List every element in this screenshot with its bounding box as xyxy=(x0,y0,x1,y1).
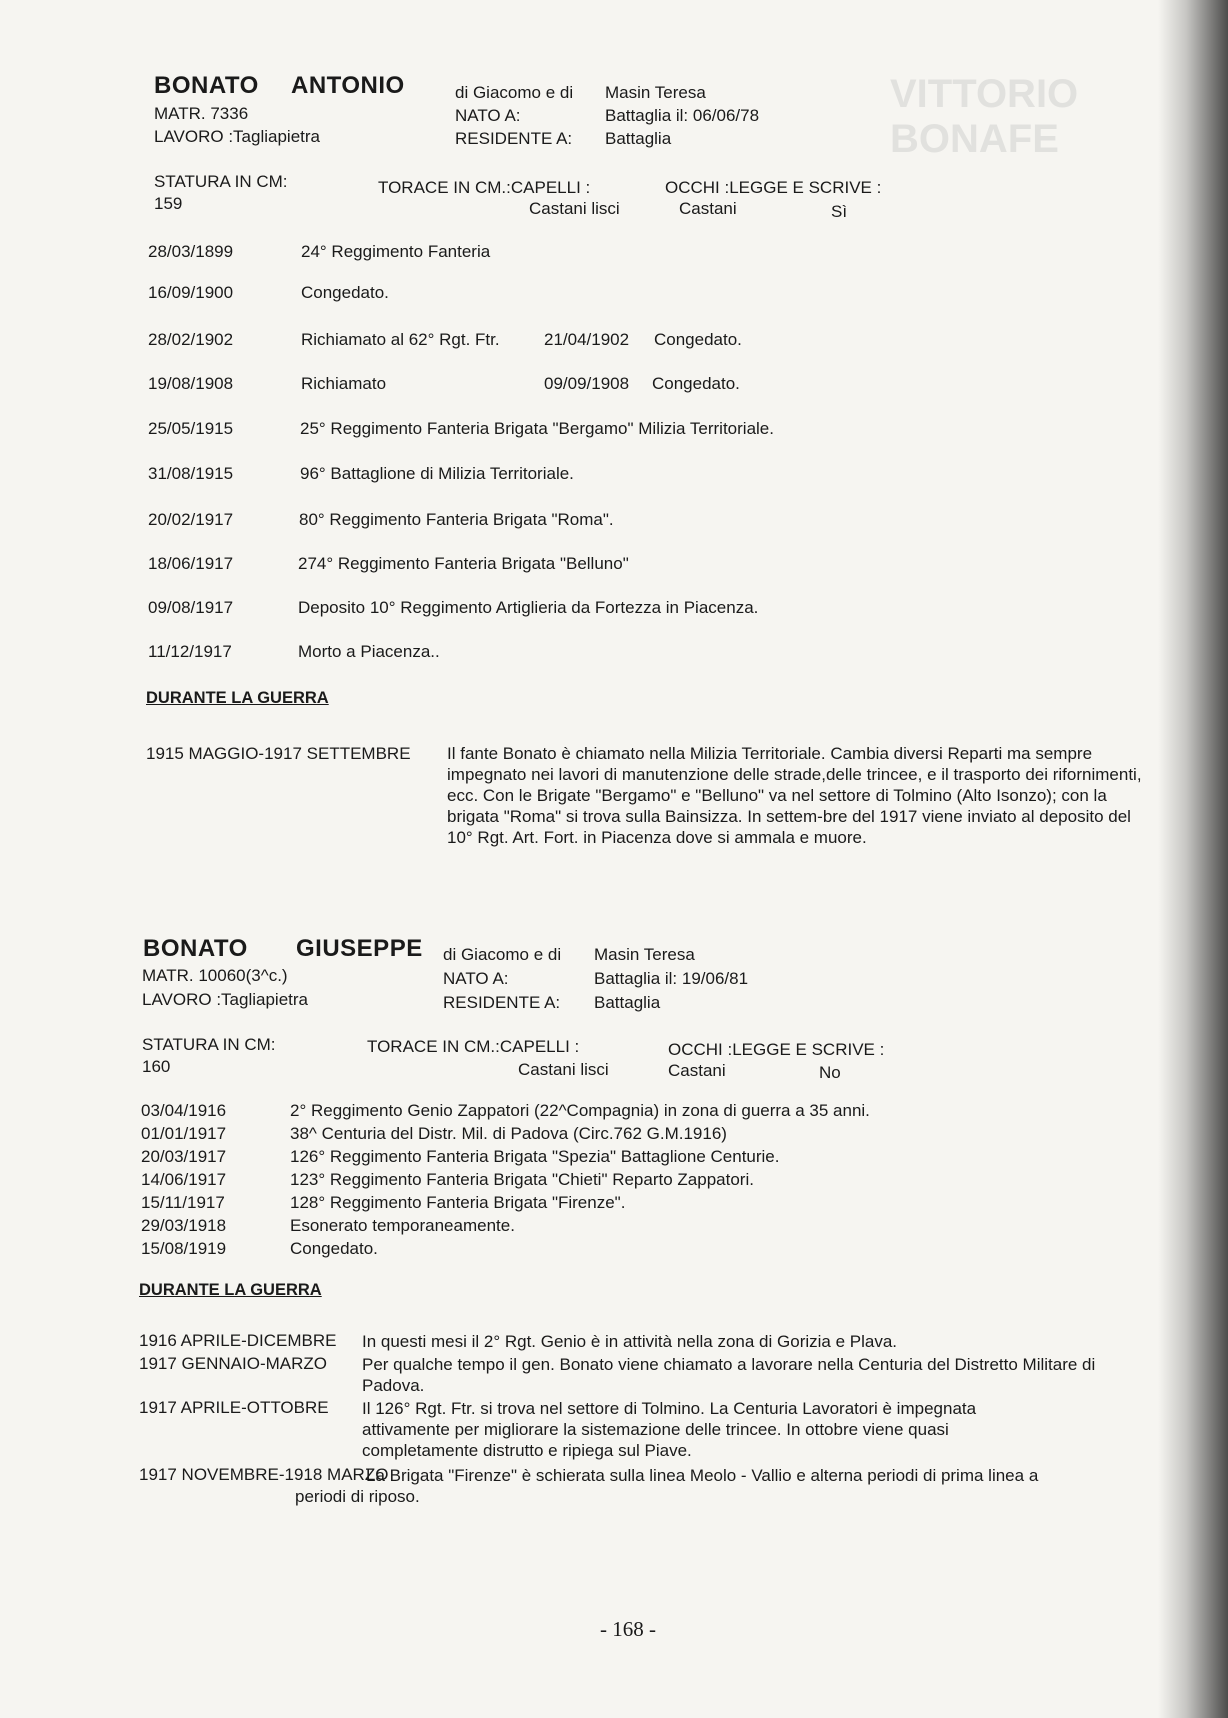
matricola: MATR. 7336 xyxy=(154,104,249,123)
residente-value: Battaglia xyxy=(594,993,661,1012)
occhi-value: Castani xyxy=(668,1061,726,1080)
residente-label: RESIDENTE A: xyxy=(443,993,561,1012)
service-entry xyxy=(141,1147,1041,1171)
entry-date: 11/12/1917 xyxy=(148,642,232,661)
narrative-text: In questi mesi il 2° Rgt. Genio è in attività nella zona di Gorizia e Plava. xyxy=(362,1332,898,1351)
occhi-value: Castani xyxy=(679,199,737,218)
service-entry xyxy=(148,283,1048,307)
nato-label: NATO A: xyxy=(443,969,509,988)
service-entry xyxy=(148,642,1048,666)
entry-second-text: Congedato. xyxy=(654,330,742,349)
service-entry xyxy=(141,1170,1041,1194)
entry-date: 18/06/1917 xyxy=(148,554,234,573)
nato-value: Battaglia il: 19/06/81 xyxy=(594,969,749,988)
war-heading: DURANTE LA GUERRA xyxy=(146,689,329,707)
narrative-text: Il fante Bonato è chiamato nella Milizia Territoriale. Cambia diversi Reparti ma sempre impegnato nei lavori di manutenzione delle strade,delle trincee, e il trasporto dei rifornimenti, ecc. Con le Brigate "Bergamo" e "Belluno" va nel settore di Tolmino (Alto Isonzo); con la brigata "Roma" si trova sulla Bainsizza. In settem-bre del 1917 viene inviato al deposito del 10° Rgt. Art. Fort. in Piacenza dove si ammala e muore. xyxy=(447,744,1142,847)
lavoro: LAVORO :Tagliapietra xyxy=(142,990,308,1009)
entry-text: Richiamato xyxy=(301,374,387,393)
statura-value: 160 xyxy=(142,1057,171,1076)
service-entry xyxy=(141,1124,1041,1148)
entry-text: 123° Reggimento Fanteria Brigata "Chieti" Reparto Zappatori. xyxy=(290,1170,754,1189)
entry-second-text: Congedato. xyxy=(652,374,740,393)
torace-capelli-label: TORACE IN CM.:CAPELLI : xyxy=(367,1037,580,1056)
entry-text: 274° Reggimento Fanteria Brigata "Belluno" xyxy=(298,554,629,573)
service-entry xyxy=(148,374,1048,398)
surname: BONATO xyxy=(154,72,259,99)
narrative-period: 1915 MAGGIO-1917 SETTEMBRE xyxy=(146,744,411,763)
entry-text: Morto a Piacenza.. xyxy=(298,642,440,661)
service-entry xyxy=(148,242,1048,266)
entry-text: Esonerato temporaneamente. xyxy=(290,1216,515,1235)
entry-date: 09/08/1917 xyxy=(148,598,234,617)
entry-date: 29/03/1918 xyxy=(141,1216,227,1235)
lavoro: LAVORO :Tagliapietra xyxy=(154,127,320,146)
entry-date: 01/01/1917 xyxy=(141,1124,227,1143)
war-heading: DURANTE LA GUERRA xyxy=(139,1281,322,1299)
binding-shadow xyxy=(1158,0,1228,1718)
entry-text: 38^ Centuria del Distr. Mil. di Padova (Circ.762 G.M.1916) xyxy=(290,1124,727,1143)
service-entry xyxy=(141,1101,1041,1125)
entry-text: 2° Reggimento Genio Zappatori (22^Compagnia) in zona di guerra a 35 anni. xyxy=(290,1101,870,1120)
entry-second-date: 21/04/1902 xyxy=(544,330,630,349)
entry-date: 03/04/1916 xyxy=(141,1101,227,1120)
entry-date: 28/02/1902 xyxy=(148,330,234,349)
entry-text: 24° Reggimento Fanteria xyxy=(301,242,491,261)
service-entry xyxy=(148,510,1048,534)
page-number: - 168 - xyxy=(600,1617,656,1641)
entry-date: 20/02/1917 xyxy=(148,510,234,529)
service-entry xyxy=(148,598,1048,622)
entry-date: 15/11/1917 xyxy=(141,1193,225,1212)
parents-label: di Giacomo e di xyxy=(455,83,574,102)
bleed-through-text: VITTORIO BONAFE xyxy=(890,72,1079,161)
entry-date: 16/09/1900 xyxy=(148,283,234,302)
nato-value: Battaglia il: 06/06/78 xyxy=(605,106,760,125)
service-entry xyxy=(141,1216,1041,1240)
scrive-value: Sì xyxy=(831,202,848,221)
entry-date: 31/08/1915 xyxy=(148,464,234,483)
statura-label: STATURA IN CM: xyxy=(142,1035,276,1054)
service-entry xyxy=(141,1239,1041,1263)
entry-date: 19/08/1908 xyxy=(148,374,234,393)
entry-text: 80° Reggimento Fanteria Brigata "Roma". xyxy=(299,510,614,529)
narrative-period: 1917 APRILE-OTTOBRE xyxy=(139,1398,329,1417)
narrative-text: La Brigata "Firenze" è schierata sulla linea Meolo - Vallio e alterna periodi di prima linea a periodi di riposo. xyxy=(295,1466,1039,1506)
statura-label: STATURA IN CM: xyxy=(154,172,288,191)
capelli-value: Castani lisci xyxy=(529,199,620,218)
entry-text: Deposito 10° Reggimento Artiglieria da Fortezza in Piacenza. xyxy=(298,598,759,617)
entry-text: Richiamato al 62° Rgt. Ftr. xyxy=(301,330,500,349)
statura-value: 159 xyxy=(154,194,183,213)
given-name: ANTONIO xyxy=(291,72,405,99)
service-entry xyxy=(148,419,1048,443)
occhi-legge-label: OCCHI :LEGGE E SCRIVE : xyxy=(665,178,882,197)
narrative-text: Il 126° Rgt. Ftr. si trova nel settore di Tolmino. La Centuria Lavoratori è impegnata attivamente per migliorare la sistemazione delle trincee. In ottobre viene quasi completamente distrutto e ripiega sul Piave. xyxy=(362,1399,977,1460)
occhi-legge-label: OCCHI :LEGGE E SCRIVE : xyxy=(668,1040,885,1059)
given-name: GIUSEPPE xyxy=(296,935,423,962)
residente-value: Battaglia xyxy=(605,129,672,148)
service-entry xyxy=(141,1193,1041,1217)
narrative-period: 1917 GENNAIO-MARZO xyxy=(139,1354,327,1373)
narrative-text: Per qualche tempo il gen. Bonato viene chiamato a lavorare nella Centuria del Distretto Militare di Padova. xyxy=(362,1355,1096,1395)
service-entry xyxy=(148,554,1048,578)
entry-date: 14/06/1917 xyxy=(141,1170,227,1189)
matricola: MATR. 10060(3^c.) xyxy=(142,966,288,985)
nato-label: NATO A: xyxy=(455,106,521,125)
entry-date: 20/03/1917 xyxy=(141,1147,227,1166)
service-entry xyxy=(148,330,1048,354)
entry-date: 15/08/1919 xyxy=(141,1239,227,1258)
torace-capelli-label: TORACE IN CM.:CAPELLI : xyxy=(378,178,591,197)
service-entry xyxy=(148,464,1048,488)
entry-text: Congedato. xyxy=(290,1239,378,1258)
entry-date: 25/05/1915 xyxy=(148,419,234,438)
narrative-period: 1917 NOVEMBRE-1918 MARZO xyxy=(139,1465,389,1484)
mother-name: Masin Teresa xyxy=(594,945,695,964)
entry-text: 126° Reggimento Fanteria Brigata "Spezia" Battaglione Centurie. xyxy=(290,1147,780,1166)
residente-label: RESIDENTE A: xyxy=(455,129,573,148)
entry-text: 128° Reggimento Fanteria Brigata "Firenze". xyxy=(290,1193,626,1212)
entry-text: 25° Reggimento Fanteria Brigata "Bergamo" Milizia Territoriale. xyxy=(300,419,774,438)
scrive-value: No xyxy=(819,1063,841,1082)
entry-text: 96° Battaglione di Milizia Territoriale. xyxy=(300,464,574,483)
entry-date: 28/03/1899 xyxy=(148,242,234,261)
mother-name: Masin Teresa xyxy=(605,83,706,102)
narrative-period: 1916 APRILE-DICEMBRE xyxy=(139,1331,337,1350)
surname: BONATO xyxy=(143,935,248,962)
entry-text: Congedato. xyxy=(301,283,389,302)
parents-label: di Giacomo e di xyxy=(443,945,562,964)
entry-second-date: 09/09/1908 xyxy=(544,374,630,393)
capelli-value: Castani lisci xyxy=(518,1060,609,1079)
